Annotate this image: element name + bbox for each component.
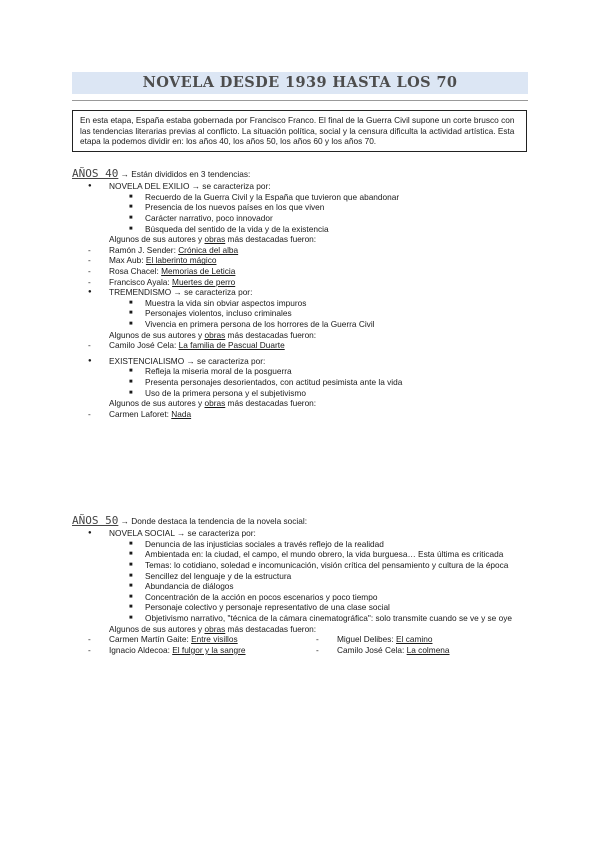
trait-item: ■ Personaje colectivo y personaje representativo de una clase social: [72, 602, 528, 613]
work-title: Entre visillos: [191, 634, 238, 645]
authors-intro: [72, 398, 528, 409]
tendency-exilio: ● NOVELA DEL EXILIO → se caracteriza por:: [72, 181, 528, 192]
author-name: Rosa Chacel:: [109, 265, 162, 276]
author-name: Camilo José Cela:: [337, 644, 407, 655]
work-title: La colmena: [406, 644, 450, 655]
authors-columns: [72, 634, 528, 655]
section-heading: AÑOS 50: [72, 514, 119, 527]
trait-item: ■ Sencillez del lenguaje y de la estructura: [72, 571, 528, 582]
author-item: [300, 645, 528, 656]
trait-item: ■ Vivencia en primera persona de los horrores de la Guerra Civil: [72, 319, 528, 330]
trait-item: ■ Abundancia de diálogos: [72, 581, 528, 592]
authors-intro: [72, 624, 528, 635]
authors-intro-prefix: Algunos de sus autores y: [109, 234, 205, 245]
authors-column-right: [300, 634, 528, 655]
author-name: Miguel Delibes:: [337, 634, 397, 645]
intro-box: [72, 110, 527, 152]
author-item: [72, 255, 528, 266]
authors-intro-obras: obras: [204, 234, 226, 245]
work-title: El laberinto mágico: [145, 255, 217, 266]
author-name: Ignacio Aldecoa:: [109, 644, 173, 655]
work-title: El fulgor y la sangre: [172, 644, 246, 655]
author-item: [72, 266, 528, 277]
trait-item: ■ Refleja la miseria moral de la posguerra: [72, 366, 528, 377]
section-heading-line: [72, 514, 528, 528]
trait-item: ■ Muestra la vida sin obviar aspectos impuros: [72, 298, 528, 309]
title-divider: [72, 100, 528, 101]
authors-intro-prefix: Algunos de sus autores y: [109, 398, 205, 409]
authors-intro-suffix: más destacadas fueron:: [225, 623, 317, 634]
authors-intro-obras: obras: [204, 329, 226, 340]
work-title: Memorias de Leticia: [161, 265, 236, 276]
author-name: Francisco Ayala:: [109, 276, 173, 287]
authors-intro-obras: obras: [204, 623, 226, 634]
trait-item: ■ Concentración de la acción en pocos escenarios y poco tiempo: [72, 592, 528, 603]
tendency-social: ● NOVELA SOCIAL → se caracteriza por:: [72, 528, 528, 539]
authors-intro-obras: obras: [204, 398, 226, 409]
section-anos-50: [72, 514, 528, 655]
author-item: [72, 645, 300, 656]
work-title: Nada: [171, 408, 192, 419]
trait-item: ■ Búsqueda del sentido de la vida y de la existencia: [72, 224, 528, 235]
authors-intro-suffix: más destacadas fueron:: [225, 234, 317, 245]
authors-intro-suffix: más destacadas fueron:: [225, 329, 317, 340]
tendency-existencialismo: ● EXISTENCIALISMO → se caracteriza por:: [72, 356, 528, 367]
trait-item: ■ Carácter narrativo, poco innovador: [72, 213, 528, 224]
author-item: [72, 245, 528, 256]
author-item: [72, 409, 528, 420]
section-anos-40: [72, 167, 528, 419]
authors-intro-suffix: más destacadas fueron:: [225, 398, 317, 409]
intro-text: En esta etapa, España estaba gobernada por Francisco Franco. El final de la Guerra Civil supone un corte brusco con las tendencias literarias previas al conflicto. La situación política, social y la censura dificulta la actividad artística. Esta etapa la podemos dividir en: los años 40, los años 50, los años 60 y los años 70.: [80, 115, 515, 147]
author-item: [72, 340, 528, 351]
authors-intro: [72, 330, 528, 341]
author-name: Max Aub:: [109, 255, 146, 266]
trait-item: ■ Objetivismo narrativo, "técnica de la cámara cinematográfica": solo transmite cuando se ve y se oye: [72, 613, 528, 624]
author-name: Carmen Martín Gaite:: [109, 634, 192, 645]
author-item: [72, 634, 300, 645]
authors-intro: [72, 234, 528, 245]
authors-intro-prefix: Algunos de sus autores y: [109, 623, 205, 634]
trait-item: ■ Denuncia de las injusticias sociales a través reflejo de la realidad: [72, 539, 528, 550]
title-banner: [72, 72, 528, 94]
section-heading: AÑOS 40: [72, 167, 119, 180]
work-title: La familia de Pascual Duarte: [178, 340, 285, 351]
trait-item: ■ Uso de la primera persona y el subjetivismo: [72, 388, 528, 399]
trait-item: ■ Temas: lo cotidiano, soledad e incomunicación, visión crítica del pensamiento y cultura de la época: [72, 560, 528, 571]
author-name: Camilo José Cela:: [109, 340, 179, 351]
work-title: Crónica del alba: [178, 244, 239, 255]
section-lead: → Están divididos en 3 tendencias:: [118, 169, 251, 179]
authors-column-left: [72, 634, 300, 655]
author-name: Carmen Laforet:: [109, 408, 172, 419]
author-item: [300, 634, 528, 645]
section-lead: → Donde destaca la tendencia de la novela social:: [118, 516, 308, 526]
trait-item: ■ Ambientada en: la ciudad, el campo, el mundo obrero, la vida burguesa… Esta última es criticada: [72, 549, 528, 560]
work-title: Muertes de perro: [172, 276, 236, 287]
trait-item: ■ Presenta personajes desorientados, con actitud pesimista ante la vida: [72, 377, 528, 388]
author-name: Ramón J. Sender:: [109, 244, 179, 255]
trait-item: ■ Personajes violentos, incluso criminales: [72, 308, 528, 319]
section-heading-line: [72, 167, 528, 181]
work-title: El camino: [396, 634, 433, 645]
authors-intro-prefix: Algunos de sus autores y: [109, 329, 205, 340]
page-title: NOVELA DESDE 1939 HASTA LOS 70: [142, 74, 458, 91]
trait-item: ■ Presencia de los nuevos países en los que viven: [72, 202, 528, 213]
author-item: [72, 277, 528, 288]
tendency-tremendismo: ● TREMENDISMO → se caracteriza por:: [72, 287, 528, 298]
trait-item: ■ Recuerdo de la Guerra Civil y la España que tuvieron que abandonar: [72, 192, 528, 203]
